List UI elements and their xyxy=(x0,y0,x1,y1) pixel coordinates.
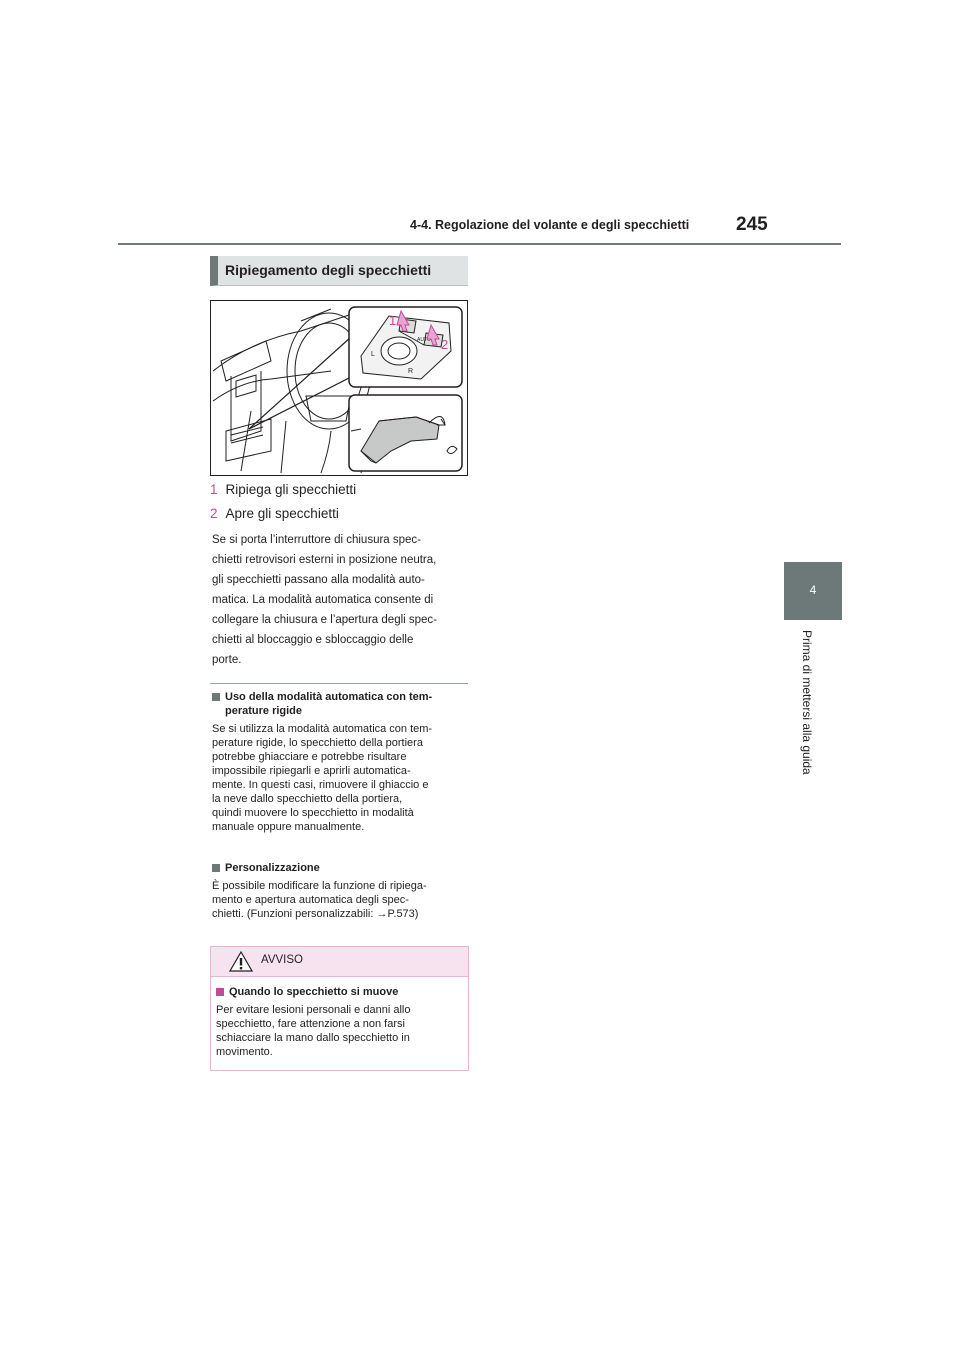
paragraph-line: gli specchietti passano alla modalità auto- xyxy=(212,574,425,586)
paragraph-line: porte. xyxy=(212,654,242,666)
note-heading-line: Personalizzazione xyxy=(225,862,320,874)
note-body-line: perature rigide, lo specchietto della portiera xyxy=(212,737,423,749)
step-item xyxy=(210,481,470,499)
warning-body xyxy=(211,977,468,1059)
paragraph-line: chietti al bloccaggio e sbloccaggio delle xyxy=(212,634,414,646)
warning-box xyxy=(210,946,469,1071)
step-item xyxy=(210,505,470,523)
note-body-line: chietti. (Funzioni personalizzabili: →P.573) xyxy=(212,908,419,920)
illustration-drawing xyxy=(211,301,467,475)
note-heading-line: perature rigide xyxy=(225,705,303,717)
square-bullet-icon xyxy=(216,988,224,996)
section-heading-text: Ripiegamento degli specchietti xyxy=(225,262,432,278)
step-number: 1 xyxy=(210,482,218,497)
mirror-auto-mode-paragraph xyxy=(212,530,470,670)
note-body-line: quindi muovere lo specchietto in modalità xyxy=(212,807,414,819)
mirror-switch-illustration xyxy=(210,300,468,476)
page-number: 245 xyxy=(736,214,768,235)
warning-heading-text: Quando lo specchietto si muove xyxy=(229,986,399,998)
warning-line: movimento. xyxy=(216,1046,273,1058)
paragraph-line: matica. La modalità automatica consente di xyxy=(212,594,434,606)
paragraph-line: chietti retrovisori esterni in posizione neutra, xyxy=(212,554,437,566)
paragraph-line: collegare la chiusura e l’apertura degli spec- xyxy=(212,614,438,626)
right-label: R xyxy=(408,368,414,375)
section-divider xyxy=(210,683,468,684)
warning-heading xyxy=(216,985,463,999)
note-body-line: impossibile ripiegarli e aprirli automatica- xyxy=(212,765,411,777)
callout-1: 1 xyxy=(389,313,397,328)
note-body xyxy=(212,722,470,834)
warning-text xyxy=(216,1003,463,1059)
note-body-line: la neve dallo specchietto della portiera, xyxy=(212,793,403,805)
note-heading xyxy=(212,690,470,718)
warning-line: schiacciare la mano dallo specchietto in xyxy=(216,1032,410,1044)
warning-line: Per evitare lesioni personali e danni allo xyxy=(216,1004,411,1016)
steps-list xyxy=(210,481,470,529)
warning-line: specchietto, fare attenzione a non farsi xyxy=(216,1018,405,1030)
note-body-line: manuale oppure manualmente. xyxy=(212,821,365,833)
note-body-line: mento e apertura automatica degli spec- xyxy=(212,894,409,906)
chapter-label: Prima di mettersi alla guida xyxy=(800,630,814,775)
note-body-line: mente. In questi casi, rimuovere il ghiaccio e xyxy=(212,779,429,791)
note-body-line: È possibile modificare la funzione di ripiega- xyxy=(212,880,427,892)
note-heading xyxy=(212,861,470,875)
left-label: L xyxy=(371,351,375,358)
note-customization xyxy=(212,861,470,921)
auto-label: AUTO xyxy=(417,337,431,343)
header-rule xyxy=(118,243,841,245)
paragraph-line: Se si porta l’interruttore di chiusura spec- xyxy=(212,534,422,546)
warning-header xyxy=(211,947,468,977)
square-bullet-icon xyxy=(212,864,220,872)
section-heading xyxy=(210,256,468,286)
chapter-tab[interactable]: 4 xyxy=(784,562,842,620)
header-title: 4-4. Regolazione del volante e degli specchietti xyxy=(410,218,690,232)
note-body-line: potrebbe ghiacciare e potrebbe risultare xyxy=(212,751,407,763)
note-cold-weather xyxy=(212,690,470,834)
warning-label: AVVISO xyxy=(261,954,303,966)
step-text: Apre gli specchietti xyxy=(225,506,339,521)
step-number: 2 xyxy=(210,506,218,521)
step-text: Ripiega gli specchietti xyxy=(225,482,357,497)
note-body-line: Se si utilizza la modalità automatica con tem- xyxy=(212,723,433,735)
warning-triangle-icon xyxy=(229,951,253,972)
callout-2: 2 xyxy=(441,337,449,352)
note-heading-line: Uso della modalità automatica con tem- xyxy=(225,691,433,703)
note-body xyxy=(212,879,470,921)
square-bullet-icon xyxy=(212,693,220,701)
